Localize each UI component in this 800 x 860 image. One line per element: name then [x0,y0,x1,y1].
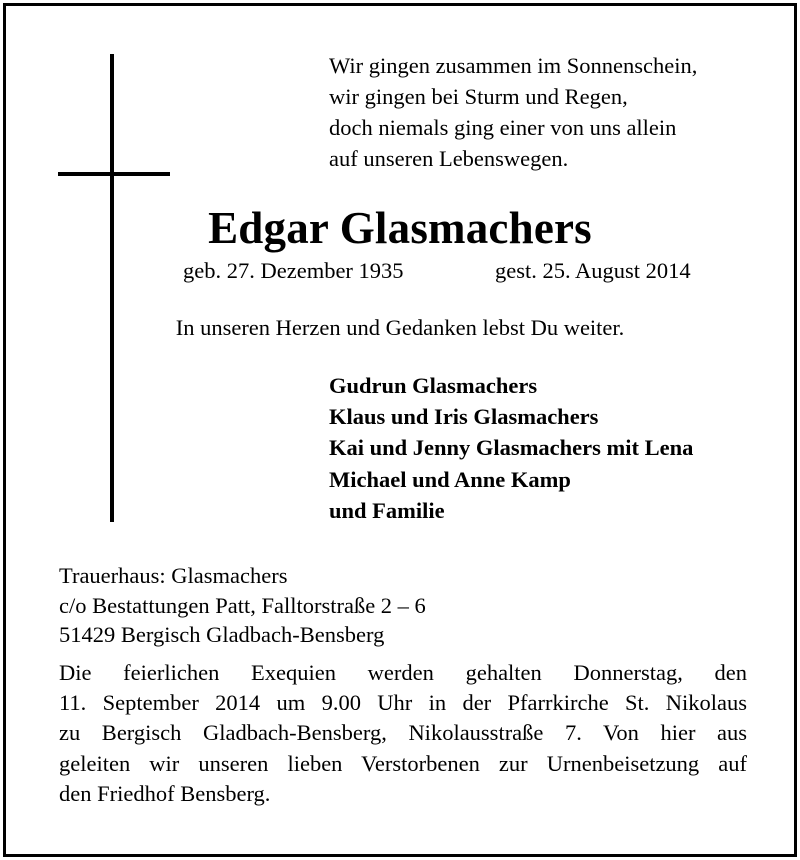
mourner-name: Kai und Jenny Glasmachers mit Lena [329,435,694,461]
mourner-name: und Familie [329,497,445,523]
death-date: gest. 25. August 2014 [495,258,691,283]
memorial-motto: In unseren Herzen und Gedanken lebst Du weiter. [175,315,625,340]
notice-line: Die feierlichen Exequien werden gehalten Donnerstag, den [59,660,747,685]
memorial-poem [329,50,697,174]
cross-vertical-bar [110,54,114,522]
mourners-list [329,370,693,526]
funeral-service-notice [59,658,747,809]
notice-line: zu Bergisch Gladbach-Bensberg, Nikolausstraße 7. Von hier aus [59,720,747,746]
notice-line: 11. September 2014 um 9.00 Uhr in der Pfarrkirche St. Nikolaus [59,690,747,716]
obituary-notice [3,3,797,857]
address-line: Trauerhaus: Glasmachers [59,563,288,588]
address-line: 51429 Bergisch Gladbach-Bensberg [59,622,385,647]
address-line: c/o Bestattungen Patt, Falltorstraße 2 – 6 [59,592,426,618]
mourning-house-address [59,561,426,650]
poem-line: Wir gingen zusammen im Sonnenschein, [329,53,698,78]
poem-line: doch niemals ging einer von uns allein [329,115,677,140]
mourner-name: Klaus und Iris Glasmachers [329,404,599,430]
notice-line: den Friedhof Bensberg. [59,780,271,806]
notice-line: geleiten wir unseren lieben Verstorbenen zur Urnenbeisetzung auf [59,750,747,776]
cross-horizontal-bar [58,172,170,176]
poem-line: auf unseren Lebenswegen. [329,146,569,171]
deceased-name: Edgar Glasmachers [208,203,592,253]
mourner-name: Michael und Anne Kamp [329,466,571,492]
poem-line: wir gingen bei Sturm und Regen, [329,84,628,109]
birth-date: geb. 27. Dezember 1935 [183,258,404,283]
mourner-name: Gudrun Glasmachers [329,373,538,398]
